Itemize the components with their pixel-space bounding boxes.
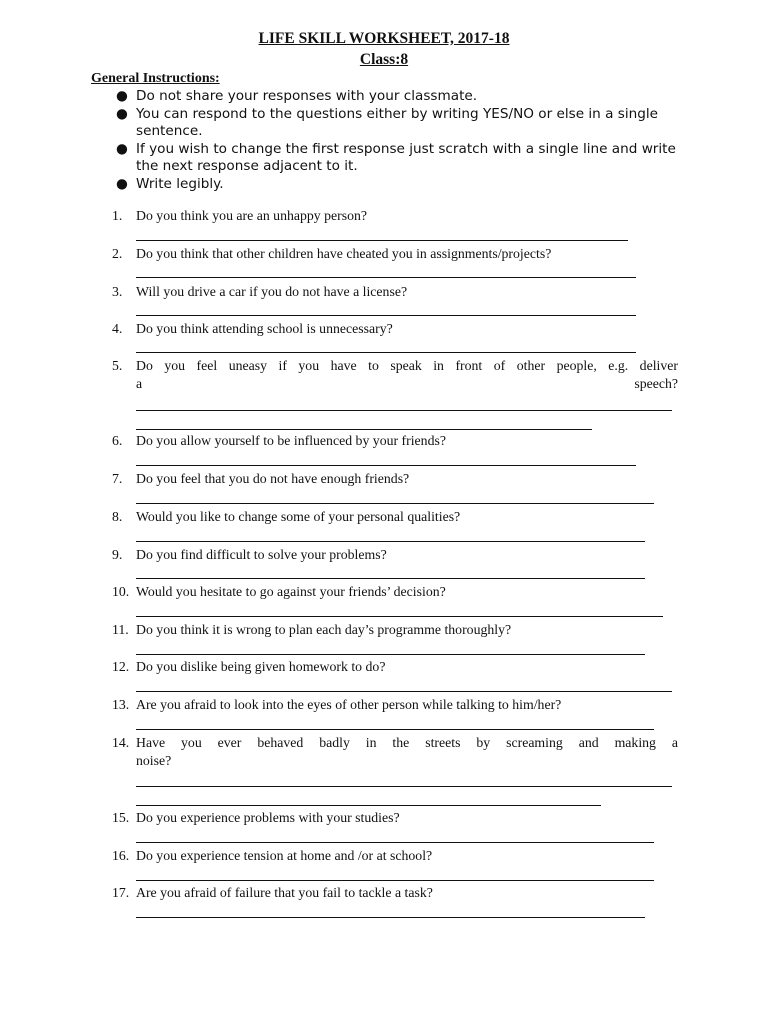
question-14 <box>112 734 678 770</box>
question-text: Do you dislike being given homework to do? <box>136 659 386 674</box>
answer-line-11[interactable] <box>136 654 645 655</box>
question-10 <box>112 583 678 601</box>
answer-line-17[interactable] <box>136 917 645 918</box>
answer-line-1[interactable] <box>136 240 628 241</box>
question-number: 2. <box>112 246 123 261</box>
answer-line-5b[interactable] <box>136 429 592 430</box>
question-text: Do you think attending school is unnecessary? <box>136 321 393 336</box>
question-text: Would you like to change some of your personal qualities? <box>136 509 461 524</box>
question-9 <box>112 546 678 564</box>
question-number: 13. <box>112 697 130 712</box>
bullet-icon: ● <box>116 106 128 122</box>
question-text-line-1: Have you ever behaved badly in the streets by screaming and making a <box>136 735 678 750</box>
question-8 <box>112 508 678 526</box>
question-text: Do you think it is wrong to plan each day’s programme thoroughly? <box>136 622 512 637</box>
question-16 <box>112 847 678 865</box>
answer-line-6[interactable] <box>136 465 636 466</box>
answer-line-16[interactable] <box>136 880 654 881</box>
question-number: 15. <box>112 810 130 825</box>
question-text-line-1: Do you feel uneasy if you have to speak in front of other people, e.g. deliver <box>136 358 678 373</box>
answer-line-14a[interactable] <box>136 786 672 787</box>
instruction-item <box>116 141 676 175</box>
question-text: Are you afraid of failure that you fail to tackle a task? <box>136 885 433 900</box>
instructions-heading: General Instructions: <box>91 71 220 86</box>
question-13 <box>112 696 678 714</box>
instruction-text: You can respond to the questions either by writing YES/NO or else in a single sentence. <box>136 106 659 139</box>
answer-line-10[interactable] <box>136 616 663 617</box>
question-number: 17. <box>112 885 130 900</box>
question-text: Do you allow yourself to be influenced by your friends? <box>136 433 446 448</box>
instruction-text: Write legibly. <box>136 176 224 192</box>
question-17 <box>112 884 678 902</box>
question-3 <box>112 283 678 301</box>
answer-line-2[interactable] <box>136 277 636 278</box>
answer-line-4[interactable] <box>136 352 636 353</box>
question-2 <box>112 245 678 263</box>
bullet-icon: ● <box>116 88 128 104</box>
question-number: 3. <box>112 284 123 299</box>
answer-line-14b[interactable] <box>136 805 601 806</box>
question-text: Do you find difficult to solve your problems? <box>136 547 387 562</box>
question-4 <box>112 320 678 338</box>
page-title: LIFE SKILL WORKSHEET, 2017-18 <box>258 30 510 47</box>
question-number: 7. <box>112 471 123 486</box>
question-text: Would you hesitate to go against your friends’ decision? <box>136 584 446 599</box>
bullet-icon: ● <box>116 176 128 192</box>
answer-line-8[interactable] <box>136 541 645 542</box>
question-number: 5. <box>112 358 123 373</box>
question-number: 4. <box>112 321 123 336</box>
question-text: Do you think you are an unhappy person? <box>136 208 368 223</box>
answer-line-9[interactable] <box>136 578 645 579</box>
question-text-line-2: a speech? <box>136 376 678 391</box>
question-15 <box>112 809 678 827</box>
question-number: 16. <box>112 848 130 863</box>
question-number: 12. <box>112 659 130 674</box>
question-number: 11. <box>112 622 129 637</box>
question-text: Do you experience tension at home and /or at school? <box>136 848 433 863</box>
question-5 <box>112 357 678 393</box>
question-1 <box>112 207 678 225</box>
question-text: Will you drive a car if you do not have a license? <box>136 284 408 299</box>
answer-line-12[interactable] <box>136 691 672 692</box>
bullet-icon: ● <box>116 141 128 157</box>
question-text: Are you afraid to look into the eyes of other person while talking to him/her? <box>136 697 562 712</box>
question-text: Do you feel that you do not have enough friends? <box>136 471 410 486</box>
class-label: Class:8 <box>359 51 409 68</box>
answer-line-5a[interactable] <box>136 410 672 411</box>
instruction-item <box>116 88 676 105</box>
question-number: 8. <box>112 509 123 524</box>
question-12 <box>112 658 678 676</box>
instructions-list <box>116 88 676 194</box>
question-number: 10. <box>112 584 130 599</box>
question-text: Do you think that other children have cheated you in assignments/projects? <box>136 246 552 261</box>
question-number: 1. <box>112 208 123 223</box>
answer-line-15[interactable] <box>136 842 654 843</box>
instruction-item <box>116 106 676 140</box>
answer-line-13[interactable] <box>136 729 654 730</box>
question-text-line-2: noise? <box>136 753 172 768</box>
question-11 <box>112 621 678 639</box>
question-text: Do you experience problems with your studies? <box>136 810 400 825</box>
instruction-text: If you wish to change the first response just scratch with a single line and write the next response adjacent to it. <box>136 141 676 174</box>
answer-line-7[interactable] <box>136 503 654 504</box>
instruction-item <box>116 176 676 193</box>
question-number: 6. <box>112 433 123 448</box>
answer-line-3[interactable] <box>136 315 636 316</box>
instruction-text: Do not share your responses with your classmate. <box>136 88 478 104</box>
question-7 <box>112 470 678 488</box>
question-number: 9. <box>112 547 123 562</box>
question-6 <box>112 432 678 450</box>
question-number: 14. <box>112 735 130 750</box>
